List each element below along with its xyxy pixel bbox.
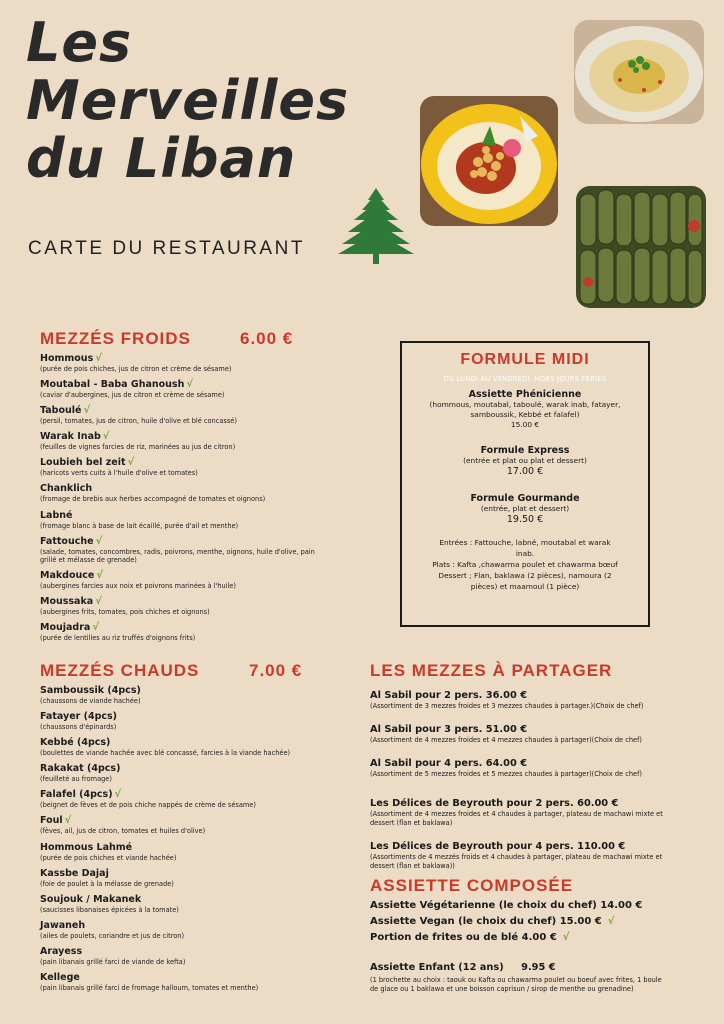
formule-note: Plats : Kafta ,chawarma poulet et chawarma bœuf <box>432 560 618 569</box>
mezzes-partager-title: LES MEZZES À PARTAGER <box>370 661 613 680</box>
share-item <box>370 757 688 779</box>
menu-item-desc: (ailes de poulets, coriandre et jus de citron) <box>40 931 185 940</box>
share-item-desc: (Assortiment de 5 mezzes froides et 5 mezzes chaudes à partager)(Choix de chef) <box>370 770 642 778</box>
formule-desc: (entrée et plat ou plat et dessert) <box>463 456 587 465</box>
menu-item-label: Samboussik (4pcs) <box>40 685 141 696</box>
menu-item <box>40 710 340 732</box>
vegetarian-check-icon: √ <box>95 596 102 608</box>
menu-item-desc: (aubergines frits, tomates, pois chiches et oignons) <box>40 608 210 617</box>
vegetarian-check-icon: √ <box>186 379 194 391</box>
menu-item <box>40 814 340 836</box>
formule-name: Formule Gourmande <box>470 493 580 504</box>
menu-item-label: Fattouche <box>40 535 94 547</box>
menu-item-desc: (foie de poulet à la mélasse de grenade) <box>40 879 174 888</box>
menu-item-name <box>40 621 330 634</box>
menu-item-desc: (caviar d'aubergines, jus de citron et crème de sésame) <box>40 391 225 400</box>
menu-item-desc: (purée de lentilles au riz truffés d'oignons frits) <box>40 634 196 643</box>
menu-subtitle: CARTE DU RESTAURANT <box>28 238 305 259</box>
menu-item-label: Kassbe Dajaj <box>40 867 109 879</box>
stuffed-vine-leaves-photo <box>576 186 706 308</box>
cedar-tree-icon <box>338 186 414 266</box>
menu-item-name <box>40 535 330 548</box>
menu-item <box>40 352 330 374</box>
assiette-line-text: Assiette Vegan (le choix du chef) 15.00 € <box>370 916 602 927</box>
menu-item <box>40 762 340 784</box>
menu-item-label: Warak Inab <box>40 431 101 443</box>
menu-item-name <box>40 430 330 443</box>
menu-item <box>40 893 340 915</box>
share-item <box>370 689 688 711</box>
menu-item-name <box>40 509 330 522</box>
menu-item-desc: (salade, tomates, concombres, radis, poivrons, menthe, oignons, huile d'olive, pain grillé et mélasse de grenade) <box>40 547 315 565</box>
menu-item-label: Hommous Lahmé <box>40 841 133 853</box>
share-item-name: Al Sabil pour 3 pers. 51.00 € <box>370 724 528 735</box>
formule-midi-box <box>400 341 650 627</box>
menu-item-name <box>40 456 330 469</box>
menu-item-label: Fatayer (4pcs) <box>40 711 118 723</box>
chickpea-dish-photo <box>420 96 558 226</box>
menu-item <box>40 456 330 478</box>
menu-item-name <box>40 762 340 775</box>
assiette-enfant <box>370 961 662 994</box>
formule-price: 15.00 € <box>510 420 540 429</box>
assiette-line <box>370 930 660 946</box>
share-item-name: Les Délices de Beyrouth pour 2 pers. 60.00 € <box>370 798 619 809</box>
share-item-desc: (Assortiment de 4 mezzes froides et 4 chaudes à partager, plateau de machawi mixte et dessert (flan et baklawa) <box>370 810 663 827</box>
vegetarian-check-icon: √ <box>562 932 570 943</box>
menu-item-desc: (purée de pois chiches, jus de citron et crème de sésame) <box>40 365 232 373</box>
formule-name: Assiette Phénicienne <box>468 389 582 400</box>
title-line: Merveilles <box>26 69 350 132</box>
menu-item-desc: (aubergines farcies aux noix et poivrons marinées à l'huile) <box>40 582 236 591</box>
title-line: du Liban <box>26 127 297 190</box>
assiette-enfant-desc: (1 brochette au choix : taouk ou Kafta ou chawarma poulet ou boeuf avec frites, 1 boule de glace ou 1 baklawa et une boisson caprisun / sirop de menthe ou grenadine) <box>370 976 662 993</box>
menu-item <box>40 788 340 810</box>
assiette-enfant-price: 9.95 € <box>521 962 556 973</box>
title-line: Les <box>26 11 133 74</box>
share-item-name: Les Délices de Beyrouth pour 4 pers. 110.00 € <box>370 841 626 852</box>
share-item-desc: (Assortiments de 4 mezzés froids et 4 chaudes à partager, plateau de machawi mixte et dessert (flan et baklawa)) <box>370 853 663 870</box>
menu-item-name <box>40 814 340 827</box>
menu-item-label: Moutabal - Baba Ghanoush <box>40 379 185 391</box>
menu-item-label: Labné <box>40 509 73 521</box>
menu-item-name <box>40 945 340 958</box>
menu-item <box>40 535 330 565</box>
assiette-enfant-name: Assiette Enfant (12 ans) <box>370 962 504 973</box>
menu-item-label: Foul <box>40 815 63 827</box>
formule-item <box>402 389 648 429</box>
menu-item-name <box>40 404 330 417</box>
menu-item-name <box>40 736 340 749</box>
assiette-line <box>370 898 660 914</box>
menu-item-name <box>40 710 340 723</box>
menu-item-name <box>40 867 340 880</box>
menu-item-label: Rakakat (4pcs) <box>40 763 121 775</box>
menu-item-label: Loubieh bel zeit <box>40 457 126 469</box>
menu-item <box>40 945 340 967</box>
menu-item <box>40 404 330 426</box>
mezzes-froids-title: MEZZÉS FROIDS <box>40 329 191 348</box>
vegetarian-check-icon: √ <box>95 353 102 364</box>
menu-item-desc: (pain libanais grillé farci de fromage halloum, tomates et menthe) <box>40 984 259 993</box>
mezzes-partager-list <box>370 689 688 883</box>
menu-item-desc: (purée de pois chiches et viande hachée) <box>40 853 177 862</box>
menu-item-desc: (fromage de brebis aux herbes accompagné de tomates et oignons) <box>40 495 266 504</box>
vegetarian-check-icon: √ <box>64 815 72 827</box>
formule-price: 17.00 € <box>506 466 544 477</box>
formule-price: 19.50 € <box>506 514 544 525</box>
menu-item-desc: (beignet de fèves et de pois chiche nappés de crème de sésame) <box>40 801 256 810</box>
mezzes-froids-list <box>40 352 330 648</box>
menu-item <box>40 482 330 504</box>
menu-item-name <box>40 569 330 582</box>
menu-item-desc: (fromage blanc à base de lait écaillé, purée d'ail et menthe) <box>40 521 239 530</box>
menu-item <box>40 736 340 758</box>
menu-item <box>40 378 330 400</box>
menu-item-label: Hommous <box>40 353 94 364</box>
menu-item-label: Moussaka <box>40 596 94 608</box>
assiette-line-text: Portion de frites ou de blé 4.00 € <box>370 932 557 943</box>
vegetarian-check-icon: √ <box>92 622 99 634</box>
share-item-desc: (Assortiment de 4 mezzes froides et 4 mezzes chaudes à partager)(Choix de chef) <box>370 736 642 744</box>
menu-item-label: Chanklich <box>40 483 93 495</box>
menu-item-desc: (saucisses libanaises épicées à la tomate) <box>40 905 179 914</box>
menu-item-name <box>40 971 340 984</box>
menu-item-desc: (haricots verts cuits à l'huile d'olive et tomates) <box>40 469 198 478</box>
formule-note: Entrées : Fattouche, labné, moutabal et warak inab. <box>439 538 611 558</box>
menu-item <box>40 684 340 706</box>
formule-midi-title: FORMULE MIDI <box>460 351 590 368</box>
menu-item-desc: (fèves, ail, jus de citron, tomates et huiles d'olive) <box>40 827 206 836</box>
menu-item-desc: (feuilleté au fromage) <box>40 775 112 784</box>
vegetarian-check-icon: √ <box>95 535 103 547</box>
menu-item-label: Makdouce <box>40 570 95 582</box>
menu-item <box>40 569 330 591</box>
menu-item <box>40 841 340 863</box>
vegetarian-check-icon: √ <box>114 789 122 801</box>
menu-item-desc: (persil, tomates, jus de citron, huile d'olive et blé concassé) <box>40 417 237 426</box>
menu-item-label: Arayess <box>40 945 83 957</box>
restaurant-title <box>26 11 386 190</box>
mezzes-chauds-price: 7.00 € <box>249 661 303 680</box>
assiette-line-text: Assiette Végétarienne (le choix du chef) 14.00 € <box>370 900 643 911</box>
vegetarian-check-icon: √ <box>83 405 91 417</box>
menu-item-label: Jawaneh <box>40 919 86 931</box>
menu-item-name <box>40 893 340 906</box>
share-item-name: Al Sabil pour 2 pers. 36.00 € <box>370 690 528 701</box>
mezzes-chauds-list <box>40 684 340 997</box>
vegetarian-check-icon: √ <box>607 916 615 927</box>
formule-notes <box>402 537 648 592</box>
share-item <box>370 840 688 871</box>
share-item <box>370 797 688 828</box>
menu-item-desc: (chaussons de viande hachée) <box>40 697 141 705</box>
menu-item-desc: (boulettes de viande hachée avec blé concassé, farcies à la viande hachée) <box>40 749 291 758</box>
menu-item-name <box>40 788 340 801</box>
assiette-composee-list <box>370 898 660 946</box>
formule-desc: (hommous, moutabal, taboulé, warak inab, fatayer, samboussik, Kebbé et falafel) <box>429 400 621 419</box>
menu-item <box>40 867 340 889</box>
menu-item-name <box>40 684 340 697</box>
formule-note: Dessert ; Flan, baklawa (2 pièces), namoura (2 pièces) et maamoul (1 pièce) <box>438 571 612 591</box>
menu-item-label: Kebbé (4pcs) <box>40 737 111 749</box>
formule-desc: (entrée, plat et dessert) <box>480 504 570 513</box>
menu-item <box>40 509 330 531</box>
menu-item <box>40 621 330 643</box>
menu-item <box>40 430 330 452</box>
formule-midi-subtitle: DU LUNDI AU VENDREDI, HORS JOURS FÉRIÉS <box>443 375 607 383</box>
share-item-desc: (Assortiment de 3 mezzes froides et 3 mezzes chaudes à partager.)(Choix de chef) <box>370 702 644 710</box>
assiette-enfant-line <box>370 961 662 974</box>
hummus-plate-photo <box>574 20 704 124</box>
menu-item-name <box>40 919 340 932</box>
menu-item-desc: (pain libanais grillé farci de viande de kefta) <box>40 957 186 966</box>
menu-item-label: Taboulé <box>40 405 82 417</box>
formule-item <box>402 445 648 477</box>
menu-item <box>40 919 340 941</box>
menu-item-name <box>40 352 330 365</box>
menu-item-label: Falafel (4pcs) <box>40 789 113 801</box>
vegetarian-check-icon: √ <box>96 570 104 582</box>
formule-item <box>402 493 648 525</box>
menu-item-name <box>40 595 330 608</box>
menu-item-label: Moujadra <box>40 622 91 634</box>
menu-item-desc: (feuilles de vignes farcies de riz, marinées au jus de citron) <box>40 443 236 452</box>
menu-item-name <box>40 378 330 391</box>
vegetarian-check-icon: √ <box>102 431 110 443</box>
share-item <box>370 723 688 745</box>
assiette-composee-title: ASSIETTE COMPOSÉE <box>370 876 574 895</box>
formule-name: Formule Express <box>480 445 570 456</box>
menu-item <box>40 971 340 993</box>
assiette-line <box>370 914 660 930</box>
mezzes-chauds-title: MEZZÉS CHAUDS <box>40 661 200 680</box>
menu-item-name <box>40 841 340 854</box>
menu-item <box>40 595 330 617</box>
menu-item-label: Soujouk / Makanek <box>40 893 142 905</box>
menu-item-name <box>40 482 330 495</box>
share-item-name: Al Sabil pour 4 pers. 64.00 € <box>370 758 528 769</box>
menu-item-label: Kellege <box>40 972 80 984</box>
vegetarian-check-icon: √ <box>127 457 135 469</box>
mezzes-froids-price: 6.00 € <box>240 329 294 348</box>
menu-item-desc: (chaussons d'épinards) <box>40 723 117 732</box>
